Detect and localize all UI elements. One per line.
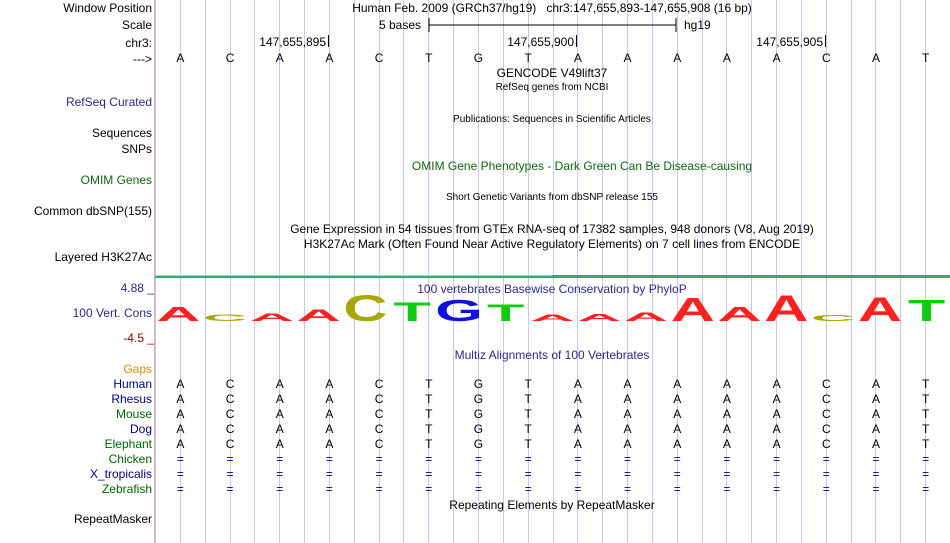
alignment-base: = — [773, 482, 781, 496]
alignment-base: A — [673, 437, 682, 451]
alignment-base: T — [921, 377, 930, 391]
alignment-base: = — [872, 467, 880, 481]
alignment-base: A — [673, 422, 682, 436]
alignment-base: C — [821, 437, 831, 451]
alignment-base: A — [275, 422, 284, 436]
sequence-base: C — [374, 51, 384, 65]
alignment-base: A — [673, 377, 682, 391]
assembly-name: Human Feb. 2009 (GRCh37/hg19) — [352, 1, 537, 15]
sequence-base: C — [225, 51, 235, 65]
alignment-base: G — [473, 437, 484, 451]
alignment-base: C — [225, 407, 235, 421]
h3k27ac-track-title[interactable]: H3K27Ac Mark (Often Found Near Active Regulatory Elements) on 7 cell lines from ENCODE — [303, 237, 801, 251]
alignment-base: A — [623, 392, 632, 406]
alignment-base: = — [922, 482, 930, 496]
species-label[interactable]: Rhesus — [111, 392, 152, 406]
gencode-track-title[interactable]: GENCODE V49lift37 — [496, 66, 608, 80]
alignment-base: A — [275, 392, 284, 406]
alignment-base: A — [325, 437, 334, 451]
alignment-base: G — [473, 422, 484, 436]
alignment-base: T — [425, 422, 433, 436]
phylop-logo-letter: G — [435, 293, 483, 324]
ruler-tick-label: 147,655,900 — [507, 35, 574, 49]
alignment-base: A — [573, 422, 582, 436]
alignment-base: A — [176, 377, 185, 391]
alignment-base: = — [524, 482, 532, 496]
phylop-logo-letter: A — [717, 302, 762, 324]
alignment-base: = — [624, 482, 632, 496]
gtex-track-title[interactable]: Gene Expression in 54 tissues from GTEx RNA-seq of 17382 samples, 948 donors (V8, Aug 2019) — [290, 222, 814, 236]
alignment-base: = — [474, 482, 482, 496]
alignment-base: = — [524, 467, 532, 481]
ruler-tick-label: 147,655,905 — [756, 35, 823, 49]
alignment-base: C — [374, 422, 384, 436]
phylop-logo-letter: T — [487, 298, 525, 324]
alignment-base: A — [325, 392, 334, 406]
alignment-base: A — [722, 422, 731, 436]
alignment-base: A — [275, 377, 284, 391]
alignment-base: A — [871, 377, 880, 391]
alignment-base: = — [375, 482, 383, 496]
track-label-refseq[interactable]: RefSeq Curated — [65, 95, 152, 109]
alignment-base: = — [922, 467, 930, 481]
alignment-base: C — [225, 437, 235, 451]
phylop-logo-letter: C — [811, 313, 856, 323]
phylop-logo-letter: T — [393, 296, 431, 324]
alignment-base: A — [176, 392, 185, 406]
alignment-base: = — [226, 482, 234, 496]
alignment-base: A — [573, 377, 582, 391]
ruler-tick — [328, 35, 329, 47]
alignment-base: = — [176, 452, 184, 466]
alignment-base: A — [275, 407, 284, 421]
sequence-base: G — [473, 51, 484, 65]
chromosome-label: chr3: — [125, 36, 152, 50]
alignment-base: = — [325, 482, 333, 496]
alignment-base: = — [822, 482, 830, 496]
alignment-base: C — [225, 422, 235, 436]
alignment-base: A — [722, 377, 731, 391]
alignment-base: C — [821, 422, 831, 436]
phylop-logo-letter: A — [296, 306, 341, 324]
alignment-base: A — [573, 392, 582, 406]
alignment-base: = — [872, 452, 880, 466]
position-readout: chr3:147,655,893-147,655,908 (16 bp) — [546, 1, 752, 15]
alignment-base: T — [921, 422, 930, 436]
phylop-logo-letter: C — [203, 312, 248, 324]
alignment-base: = — [474, 467, 482, 481]
h3k27ac-signal-bar — [155, 273, 950, 281]
alignment-base: = — [276, 482, 284, 496]
phylop-logo-letter: A — [249, 311, 294, 324]
sequence-base: A — [623, 51, 632, 65]
sequence-base: A — [573, 51, 582, 65]
alignment-base: = — [723, 452, 731, 466]
multiz-track-title[interactable]: Multiz Alignments of 100 Vertebrates — [454, 348, 650, 362]
alignment-base: A — [772, 407, 781, 421]
ruler-tick-label: 147,655,895 — [259, 35, 326, 49]
alignment-base: = — [673, 452, 681, 466]
sequence-base: A — [772, 51, 781, 65]
phylop-conservation-logo[interactable] — [155, 284, 950, 324]
alignment-base: A — [673, 407, 682, 421]
alignment-base: A — [176, 407, 185, 421]
alignment-base: = — [425, 482, 433, 496]
scale-bar — [427, 16, 679, 34]
alignment-base: = — [723, 482, 731, 496]
phylop-logo-letter: T — [907, 293, 946, 324]
alignment-base: = — [673, 482, 681, 496]
sequence-base: A — [722, 51, 731, 65]
species-label[interactable]: Human — [113, 377, 152, 391]
species-label[interactable]: Elephant — [104, 437, 152, 451]
alignment-base: = — [673, 467, 681, 481]
alignment-base: = — [325, 467, 333, 481]
dbsnp-track-title[interactable]: Short Genetic Variants from dbSNP release 155 — [446, 192, 658, 203]
sequence-base: A — [275, 51, 284, 65]
alignment-base: A — [325, 377, 334, 391]
alignment-base: T — [425, 407, 433, 421]
alignment-base: = — [922, 452, 930, 466]
alignment-base: = — [723, 467, 731, 481]
alignment-base: C — [821, 377, 831, 391]
sequence-base: A — [673, 51, 682, 65]
alignment-base: = — [276, 467, 284, 481]
track-label-snps[interactable]: SNPs — [121, 142, 152, 156]
species-label[interactable]: Dog — [129, 422, 152, 436]
track-label-omim[interactable]: OMIM Genes — [80, 173, 152, 187]
alignment-base: = — [624, 467, 632, 481]
alignment-base: = — [624, 452, 632, 466]
alignment-base: = — [574, 467, 582, 481]
alignment-base: = — [872, 482, 880, 496]
alignment-base: A — [772, 377, 781, 391]
track-label-gaps[interactable]: Gaps — [123, 362, 152, 376]
phylop-max-label: 4.88 _ — [120, 281, 154, 295]
track-label-sequences[interactable]: Sequences — [91, 126, 152, 140]
alignment-base: = — [375, 452, 383, 466]
scale-label: Scale — [121, 18, 152, 32]
alignment-base: T — [921, 392, 930, 406]
alignment-base: T — [524, 407, 532, 421]
alignment-base: = — [822, 452, 830, 466]
sequence-base: T — [425, 51, 433, 65]
alignment-base: T — [524, 392, 532, 406]
publications-track-title[interactable]: Publications: Sequences in Scientific Articles — [453, 114, 651, 125]
alignment-base: G — [473, 377, 484, 391]
alignment-base: = — [325, 452, 333, 466]
species-label[interactable]: Chicken — [108, 452, 152, 466]
alignment-base: A — [871, 422, 880, 436]
alignment-base: C — [374, 377, 384, 391]
repeatmasker-track-title[interactable]: Repeating Elements by RepeatMasker — [449, 498, 655, 512]
alignment-base: A — [871, 392, 880, 406]
alignment-base: T — [921, 407, 930, 421]
alignment-base: C — [225, 392, 235, 406]
alignment-base: = — [474, 452, 482, 466]
alignment-base: A — [573, 437, 582, 451]
alignment-base: T — [921, 437, 930, 451]
phylop-logo-letter: A — [857, 289, 902, 324]
alignment-base: A — [722, 392, 731, 406]
alignment-base: A — [325, 422, 334, 436]
alignment-base: A — [325, 407, 334, 421]
phylop-min-label: -4.5 _ — [123, 331, 154, 345]
sequence-base: A — [871, 51, 880, 65]
alignment-base: = — [773, 467, 781, 481]
alignment-base: = — [226, 467, 234, 481]
alignment-base: A — [623, 437, 632, 451]
track-label-h3k27ac[interactable]: Layered H3K27Ac — [54, 250, 152, 264]
alignment-base: C — [374, 437, 384, 451]
alignment-base: C — [374, 392, 384, 406]
alignment-base: A — [772, 437, 781, 451]
track-label-dbsnp[interactable]: Common dbSNP(155) — [33, 204, 152, 218]
scale-bar-label: 5 bases — [379, 18, 422, 32]
alignment-base: = — [574, 482, 582, 496]
alignment-base: = — [375, 467, 383, 481]
alignment-base: A — [176, 422, 185, 436]
sequence-base: C — [821, 51, 831, 65]
track-label-conservation[interactable]: 100 Vert. Cons — [72, 306, 152, 320]
phylop-track-title[interactable]: 100 vertebrates Basewise Conservation by PhyloP — [417, 282, 687, 296]
species-label[interactable]: Zebrafish — [101, 482, 152, 496]
species-label[interactable]: Mouse — [115, 407, 152, 421]
alignment-base: = — [822, 467, 830, 481]
alignment-base: C — [821, 392, 831, 406]
sequence-base: T — [524, 51, 532, 65]
sequence-base: A — [176, 51, 185, 65]
alignment-base: A — [623, 422, 632, 436]
strand-label: ---> — [133, 52, 152, 66]
alignment-base: = — [574, 452, 582, 466]
alignment-base: C — [374, 407, 384, 421]
alignment-base: A — [673, 392, 682, 406]
phylop-logo-letter: A — [577, 311, 622, 324]
alignment-base: = — [425, 467, 433, 481]
alignment-base: A — [623, 407, 632, 421]
alignment-base: = — [524, 452, 532, 466]
alignment-base: C — [225, 377, 235, 391]
alignment-base: T — [524, 377, 532, 391]
scale-bar-db: hg19 — [684, 18, 711, 32]
alignment-base: A — [176, 437, 185, 451]
alignment-base: = — [276, 452, 284, 466]
alignment-base: A — [722, 437, 731, 451]
alignment-base: = — [226, 452, 234, 466]
browser-image-area[interactable] — [155, 0, 950, 543]
phylop-logo-letter: A — [764, 287, 809, 324]
alignment-base: T — [524, 422, 532, 436]
alignment-base: G — [473, 392, 484, 406]
alignment-base: = — [176, 467, 184, 481]
phylop-logo-letter: A — [530, 312, 575, 324]
sequence-base: T — [921, 51, 930, 65]
alignment-base: = — [773, 452, 781, 466]
alignment-base: T — [425, 377, 433, 391]
phylop-logo-letter: C — [343, 287, 388, 324]
alignment-base: A — [871, 437, 880, 451]
alignment-base: C — [821, 407, 831, 421]
ruler-tick — [825, 35, 826, 47]
window-position-label: Window Position — [63, 1, 152, 15]
species-label[interactable]: X_tropicalis — [89, 467, 152, 481]
alignment-base: T — [425, 392, 433, 406]
alignment-base: A — [772, 392, 781, 406]
alignment-base: A — [573, 407, 582, 421]
header-title — [352, 1, 752, 15]
ruler-tick — [576, 35, 577, 47]
phylop-logo-letter: A — [156, 302, 201, 324]
refseq-track-subtitle: RefSeq genes from NCBI — [495, 82, 609, 93]
phylop-logo-letter: A — [623, 310, 669, 324]
alignment-base: = — [176, 482, 184, 496]
alignment-base: A — [722, 407, 731, 421]
phylop-logo-letter: A — [670, 290, 715, 324]
alignment-base: A — [871, 407, 880, 421]
track-label-repeatmasker[interactable]: RepeatMasker — [73, 512, 152, 526]
omim-track-title[interactable]: OMIM Gene Phenotypes - Dark Green Can Be Disease-causing — [411, 159, 753, 173]
alignment-base: T — [524, 437, 532, 451]
alignment-base: = — [425, 452, 433, 466]
alignment-base: A — [275, 437, 284, 451]
alignment-base: T — [425, 437, 433, 451]
alignment-base: A — [623, 377, 632, 391]
sequence-base: A — [325, 51, 334, 65]
alignment-base: A — [772, 422, 781, 436]
alignment-base: G — [473, 407, 484, 421]
